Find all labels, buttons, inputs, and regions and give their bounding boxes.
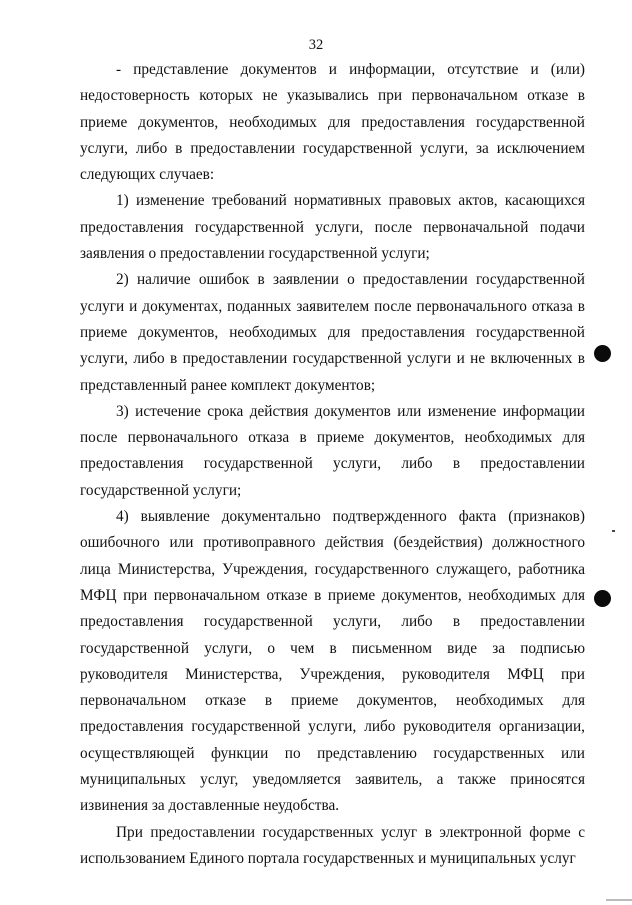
- hole-punch-mark: [594, 590, 611, 607]
- scan-edge-mark: [606, 899, 632, 901]
- document-body: [80, 57, 585, 872]
- paragraph-item-1: 1) изменение требований нормативных правовых актов, касающихся предоставления государственной услуги, после первоначальной подачи заявления о предоставлении государственной услуги;: [80, 192, 585, 263]
- paragraph-item-2: 2) наличие ошибок в заявлении о предоставлении государственной услуги и документах, поданных заявителем после первоначального отказа в приеме документов, необходимых для предоставления государственной услуги, либо в предоставлении государственной услуги и не включенных в представленный ранее комплект документов;: [80, 271, 585, 394]
- paragraph-documents-info: - представление документов и информации, отсутствие и (или) недостоверность которых не указывались при первоначальном отказе в приеме документов, необходимых для предоставления государственной услуги, либо в предоставлении государственной услуги, за исключением следующих случаев:: [80, 61, 585, 184]
- paragraph-electronic-form: При предоставлении государственных услуг в электронной форме с использованием Единого портала государственных и муниципальных услуг: [80, 823, 585, 867]
- margin-dash-mark: [612, 530, 615, 532]
- paragraph-item-4: 4) выявление документально подтвержденного факта (признаков) ошибочного или противоправного действия (бездействия) должностного лица Министерства, Учреждения, государственного служащего, работника МФЦ при первоначальном отказе в приеме документов, необходимых для предоставления государственной услуги, либо в предоставлении государственной услуги, о чем в письменном виде за подписью руководителя Министерства, Учреждения, руководителя МФЦ при первоначальном отказе в приеме документов, необходимых для предоставления государственной услуги, либо руководителя организации, осуществляющей функции по представлению государственных или муниципальных услуг, уведомляется заявитель, а также приносятся извинения за доставленные неудобства.: [80, 508, 585, 815]
- paragraph-item-3: 3) истечение срока действия документов или изменение информации после первоначального отказа в приеме документов, необходимых для предоставления государственной услуги, либо в предоставлении государственной услуги;: [80, 402, 585, 499]
- hole-punch-mark: [594, 345, 611, 362]
- page-number: 32: [308, 37, 324, 53]
